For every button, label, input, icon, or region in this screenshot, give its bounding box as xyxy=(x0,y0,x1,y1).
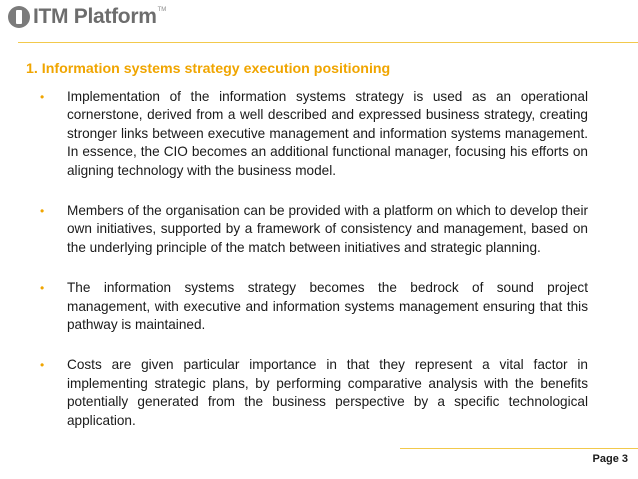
bullet-text: Implementation of the information systems strategy is used as an operational cornerstone, derived from a well described and expressed business strategy, creating stronger links between executive management and information systems management. In essence, the CIO becomes an additional functional manager, focusing his efforts on aligning technology with the business model. xyxy=(67,89,588,178)
bullet-item xyxy=(40,279,588,334)
itm-platform-logo xyxy=(8,4,166,30)
page-number: Page 3 xyxy=(592,453,628,465)
itm-logo-icon xyxy=(8,6,30,28)
header-divider xyxy=(18,42,638,43)
bullet-text: The information systems strategy becomes the bedrock of sound project management, with executive and information systems management ensuring that this pathway is maintained. xyxy=(67,280,588,333)
bullet-text: Members of the organisation can be provided with a platform on which to develop their own initiatives, supported by a framework of consistency and management, based on the underlying principle of the match between initiatives and strategic planning. xyxy=(67,203,588,255)
bullet-marker-icon: • xyxy=(40,281,45,296)
logo-trademark: TM xyxy=(157,7,167,13)
slide-title: 1. Information systems strategy execution positioning xyxy=(26,61,391,77)
bullet-item xyxy=(40,88,588,180)
footer-divider xyxy=(400,448,638,449)
bullet-list xyxy=(40,88,588,452)
logo-text: ITM Platform xyxy=(33,5,157,28)
bullet-marker-icon: • xyxy=(40,358,45,373)
bullet-marker-icon: • xyxy=(40,90,45,104)
bullet-item xyxy=(40,202,588,257)
bullet-item xyxy=(40,356,588,430)
bullet-marker-icon: • xyxy=(40,204,45,219)
bullet-text: Costs are given particular importance in that they represent a vital factor in implementing strategic plans, by performing comparative analysis with the benefits potentially generated from the business perspective by a specific technological application. xyxy=(67,357,588,428)
